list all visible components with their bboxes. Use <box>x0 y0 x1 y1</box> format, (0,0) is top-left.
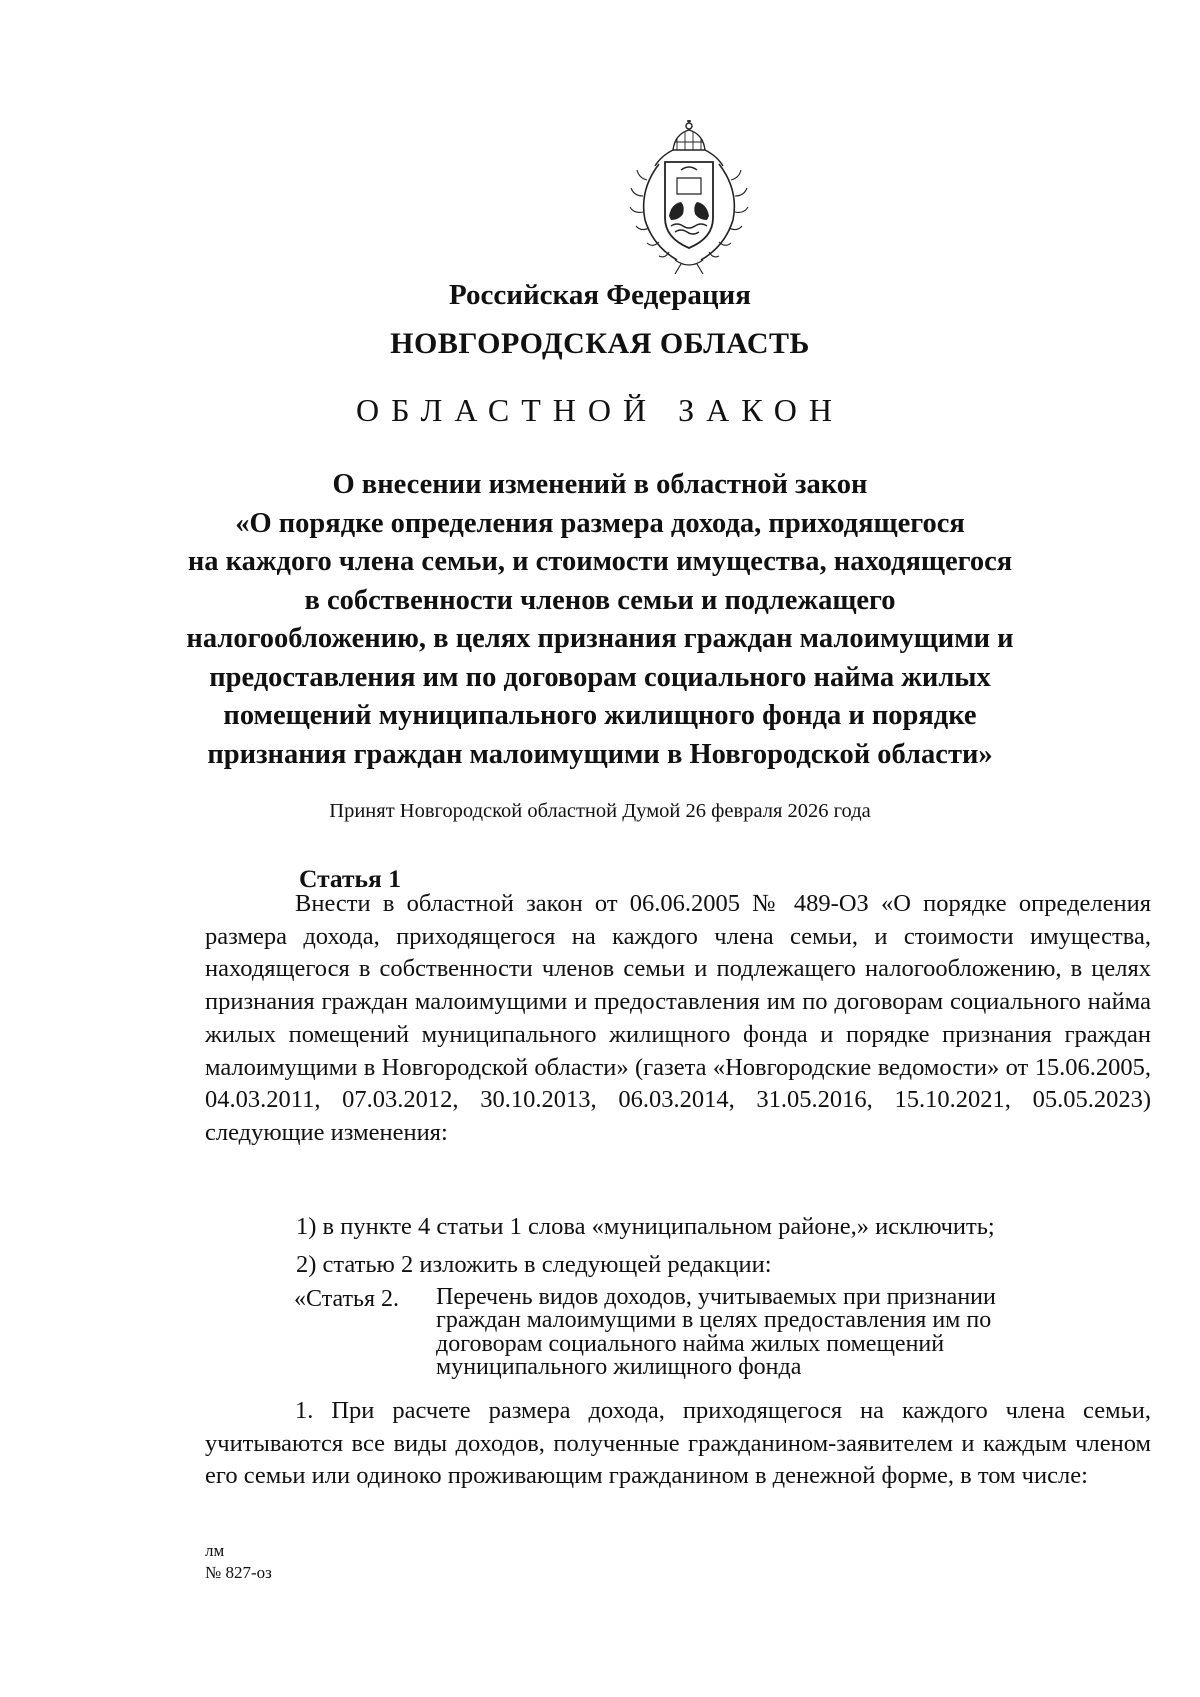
law-title-line: О внесении изменений в областной закон <box>332 469 868 500</box>
article-1-intro <box>205 888 1151 1150</box>
article-1-intro-text: Внести в областной закон от 06.06.2005 № 489-ОЗ «О порядке определения размера дохода, приходящегося на каждого члена семьи, и стоимости имущества, находящегося в собственности членов семьи и подлежащего налогообложению, в целях признания граждан малоимущими и предоставления им по договорам социального найма жилых помещений муниципального жилищного фонда и порядке признания граждан малоимущими в Новгородской области» (газета «Новгородские ведомости» от 15.06.2005, 04.03.2011, 07.03.2012, 30.10.2013, 06.03.2014, 31.05.2016, 15.10.2021, 05.05.2023) следующие изменения: <box>205 890 1151 1146</box>
footer-initials: лм <box>205 1541 225 1560</box>
region-name: НОВГОРОДСКАЯ ОБЛАСТЬ <box>390 327 810 360</box>
quoted-article-title-line: договорам социального найма жилых помещений <box>436 1330 945 1357</box>
quoted-article-label: «Статья 2. <box>294 1286 399 1312</box>
document-footer <box>205 1540 272 1584</box>
document-type: ОБЛАСТНОЙ ЗАКОН <box>355 392 845 428</box>
quoted-article-title-line: граждан малоимущими в целях предоставления им по <box>436 1307 992 1334</box>
country-name: Российская Федерация <box>449 279 751 311</box>
paragraph-1 <box>205 1395 1151 1493</box>
paragraph-1-text: 1. При расчете размера дохода, приходящегося на каждого члена семьи, учитываются все виды доходов, полученные гражданином-заявителем и каждым членом его семьи или одиноко проживающим гражданином в денежной форме, в том числе: <box>205 1397 1151 1490</box>
adoption-note: Принят Новгородской областной Думой 26 февраля 2026 года <box>329 800 871 822</box>
law-title-line: налогообложению, в целях признания граждан малоимущими и <box>186 623 1014 654</box>
article-1-heading: Статья 1 <box>299 864 401 893</box>
law-title-line: в собственности членов семьи и подлежащего <box>304 584 896 616</box>
amendment-item-2: 2) статью 2 изложить в следующей редакции: <box>296 1251 772 1278</box>
coat-of-arms-emblem <box>625 120 753 276</box>
law-title-line: помещений муниципального жилищного фонда и порядке <box>223 700 977 731</box>
law-title-line: признания граждан малоимущими в Новгородской области» <box>207 738 993 770</box>
amendment-item-1: 1) в пункте 4 статьи 1 слова «муниципальном районе,» исключить; <box>296 1213 995 1240</box>
law-title-line: «О порядке определения размера дохода, приходящегося <box>235 507 965 539</box>
law-title <box>160 466 1040 774</box>
quoted-article-title-line: Перечень видов доходов, учитываемых при признании <box>436 1284 996 1310</box>
quoted-article-title <box>436 1286 1076 1379</box>
quoted-article-title-line: муниципального жилищного фонда <box>436 1353 802 1380</box>
law-title-line: на каждого члена семьи, и стоимости имущества, находящегося <box>187 546 1013 577</box>
footer-number: № 827-оз <box>205 1563 272 1582</box>
law-title-line: предоставления им по договорам социального найма жилых <box>209 661 991 693</box>
